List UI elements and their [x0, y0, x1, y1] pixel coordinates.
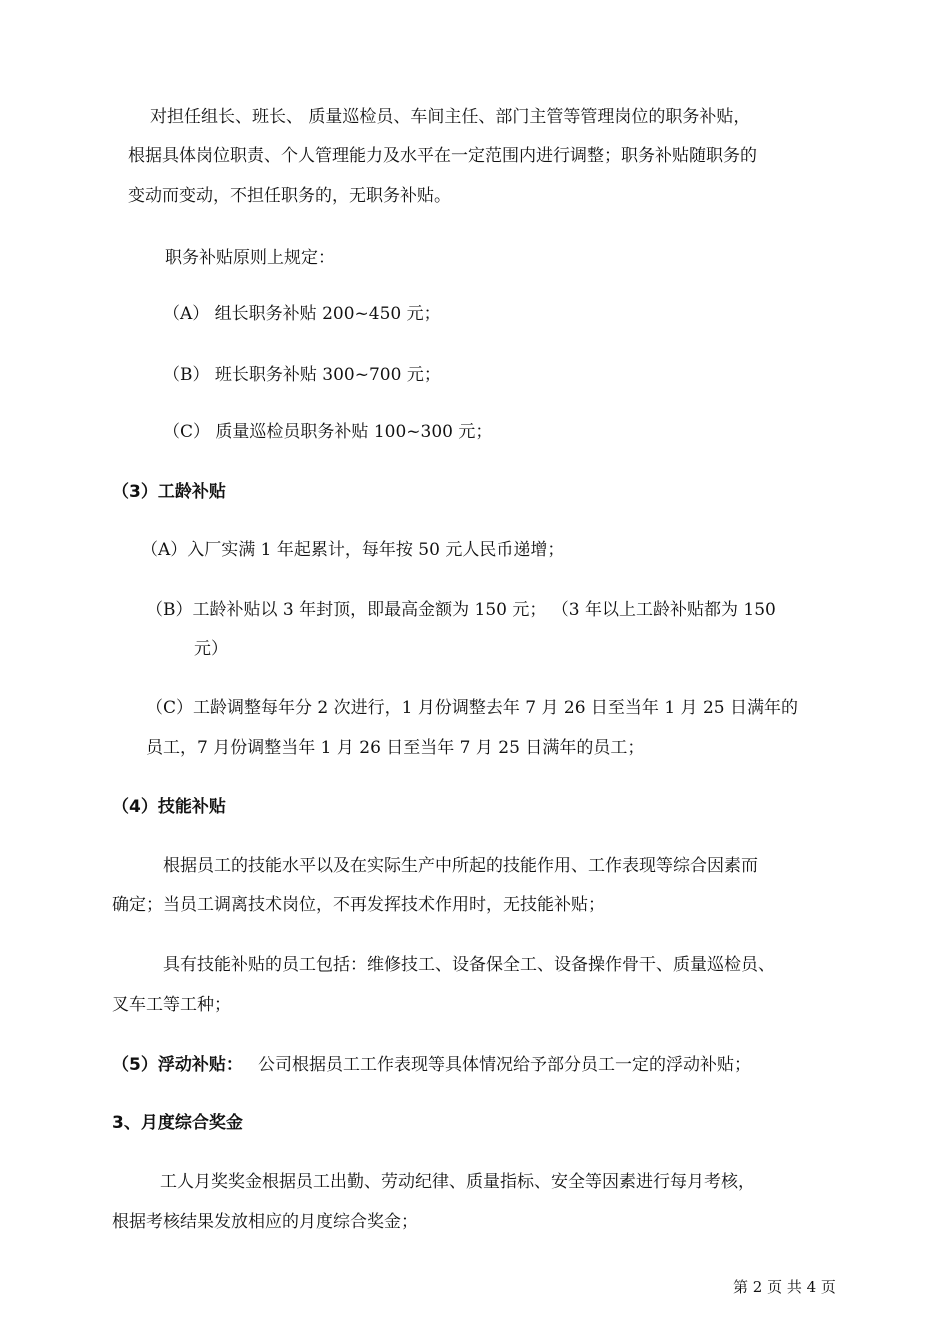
paragraph-line: 具有技能补贴的员工包括：维修技工、设备保全工、设备操作骨干、质量巡检员、	[163, 955, 775, 975]
paragraph-line: 根据具体岗位职责、个人管理能力及水平在一定范围内进行调整；职务补贴随职务的	[128, 146, 757, 166]
list-item: （C）工龄调整每年分 2 次进行，1 月份调整去年 7 月 26 日至当年 1 月 25 日满年的	[146, 698, 798, 718]
paragraph-line: 根据考核结果发放相应的月度综合奖金；	[112, 1212, 418, 1232]
list-item: （B） 班长职务补贴 300~700 元；	[163, 365, 441, 385]
list-item: （A） 组长职务补贴 200~450 元；	[163, 304, 441, 324]
list-item-continuation: 员工，7 月份调整当年 1 月 26 日至当年 7 月 25 日满年的员工；	[146, 738, 645, 758]
section-heading: （5）浮动补贴：	[112, 1055, 243, 1075]
section-heading: 3、月度综合奖金	[112, 1113, 243, 1133]
list-item: （B）工龄补贴以 3 年封顶，即最高金额为 150 元； （3 年以上工龄补贴都为 150	[146, 600, 776, 620]
section-heading: （4）技能补贴	[112, 797, 226, 817]
paragraph-line: 叉车工等工种；	[112, 995, 231, 1015]
paragraph-line: 确定；当员工调离技术岗位，不再发挥技术作用时，无技能补贴；	[112, 895, 605, 915]
paragraph-line: 对担任组长、班长、 质量巡检员、车间主任、部门主管等管理岗位的职务补贴，	[150, 107, 751, 127]
section-heading: （3）工龄补贴	[112, 482, 226, 502]
paragraph-line: 变动而变动，不担任职务的，无职务补贴。	[128, 186, 451, 206]
list-item: （A）入厂实满 1 年起累计，每年按 50 元人民币递增；	[141, 540, 565, 560]
paragraph-line: 职务补贴原则上规定：	[165, 248, 335, 268]
paragraph-line: 根据员工的技能水平以及在实际生产中所起的技能作用、工作表现等综合因素而	[163, 856, 758, 876]
list-item: （C） 质量巡检员职务补贴 100~300 元；	[163, 422, 493, 442]
paragraph-line: 公司根据员工工作表现等具体情况给予部分员工一定的浮动补贴；	[258, 1055, 751, 1075]
list-item-continuation: 元）	[194, 639, 228, 659]
paragraph-line: 工人月奖奖金根据员工出勤、劳动纪律、质量指标、安全等因素进行每月考核，	[160, 1172, 755, 1192]
page-number-footer: 第 2 页 共 4 页	[733, 1278, 836, 1296]
